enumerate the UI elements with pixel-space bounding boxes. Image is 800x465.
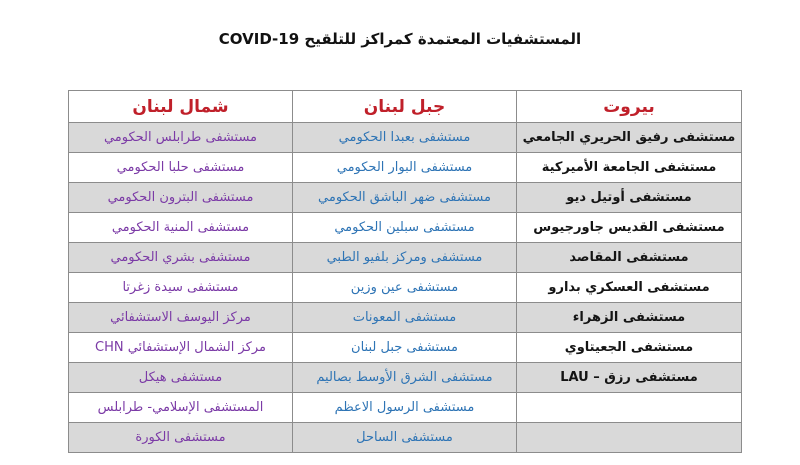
north-hospital-cell: مستشفى حلبا الحكومي: [69, 153, 293, 183]
north-hospital-cell: مستشفى سيدة زغرتا: [69, 273, 293, 303]
mount-hospital-cell: مستشفى ومركز بلفيو الطبي: [293, 243, 517, 273]
north-hospital-cell: مستشفى المنية الحكومي: [69, 213, 293, 243]
beirut-hospital-cell: مستشفى رزق – LAU: [517, 363, 742, 393]
beirut-hospital-cell: [517, 393, 742, 423]
mount-hospital-cell: مستشفى البوار الحكومي: [293, 153, 517, 183]
beirut-hospital-cell: مستشفى العسكري بدارو: [517, 273, 742, 303]
mount-hospital-cell: مستشفى عين وزين: [293, 273, 517, 303]
table-header-row: [69, 91, 742, 123]
north-hospital-cell: مستشفى الكورة: [69, 423, 293, 453]
table-row: [69, 423, 742, 453]
beirut-hospital-cell: مستشفى أوتيل ديو: [517, 183, 742, 213]
beirut-hospital-cell: مستشفى القديس جاورجيوس: [517, 213, 742, 243]
mount-hospital-cell: مستشفى الشرق الأوسط بصاليم: [293, 363, 517, 393]
table-row: [69, 183, 742, 213]
table-row: [69, 213, 742, 243]
beirut-hospital-cell: مستشفى الجعيتاوي: [517, 333, 742, 363]
north-hospital-cell: مستشفى طرابلس الحكومي: [69, 123, 293, 153]
table-row: [69, 243, 742, 273]
beirut-hospital-cell: مستشفى رفيق الحريري الجامعي: [517, 123, 742, 153]
beirut-hospital-cell: مستشفى المقاصد: [517, 243, 742, 273]
beirut-hospital-cell: [517, 423, 742, 453]
mount-hospital-cell: مستشفى الساحل: [293, 423, 517, 453]
table-row: [69, 273, 742, 303]
table-row: [69, 303, 742, 333]
hospitals-table: [68, 90, 742, 453]
mount-hospital-cell: مستشفى بعبدا الحكومي: [293, 123, 517, 153]
column-header-mount-lebanon: جبل لبنان: [293, 91, 517, 123]
table-row: [69, 333, 742, 363]
mount-hospital-cell: مستشفى المعونات: [293, 303, 517, 333]
north-hospital-cell: مركز الشمال الإستشفائي CHN: [69, 333, 293, 363]
table-row: [69, 123, 742, 153]
beirut-hospital-cell: مستشفى الزهراء: [517, 303, 742, 333]
mount-hospital-cell: مستشفى جبل لبنان: [293, 333, 517, 363]
north-hospital-cell: مستشفى هيكل: [69, 363, 293, 393]
north-hospital-cell: المستشفى الإسلامي- طرابلس: [69, 393, 293, 423]
north-hospital-cell: مركز اليوسف الاستشفائي: [69, 303, 293, 333]
mount-hospital-cell: مستشفى ضهر الباشق الحكومي: [293, 183, 517, 213]
mount-hospital-cell: مستشفى الرسول الاعظم: [293, 393, 517, 423]
north-hospital-cell: مستشفى البترون الحكومي: [69, 183, 293, 213]
beirut-hospital-cell: مستشفى الجامعة الأميركية: [517, 153, 742, 183]
table-row: [69, 153, 742, 183]
table-row: [69, 393, 742, 423]
column-header-north-lebanon: شمال لبنان: [69, 91, 293, 123]
table-row: [69, 363, 742, 393]
mount-hospital-cell: مستشفى سبلين الحكومي: [293, 213, 517, 243]
north-hospital-cell: مستشفى بشري الحكومي: [69, 243, 293, 273]
column-header-beirut: بيروت: [517, 91, 742, 123]
page-title: المستشفيات المعتمدة كمراكز للتلقيح COVID-19: [218, 30, 582, 48]
